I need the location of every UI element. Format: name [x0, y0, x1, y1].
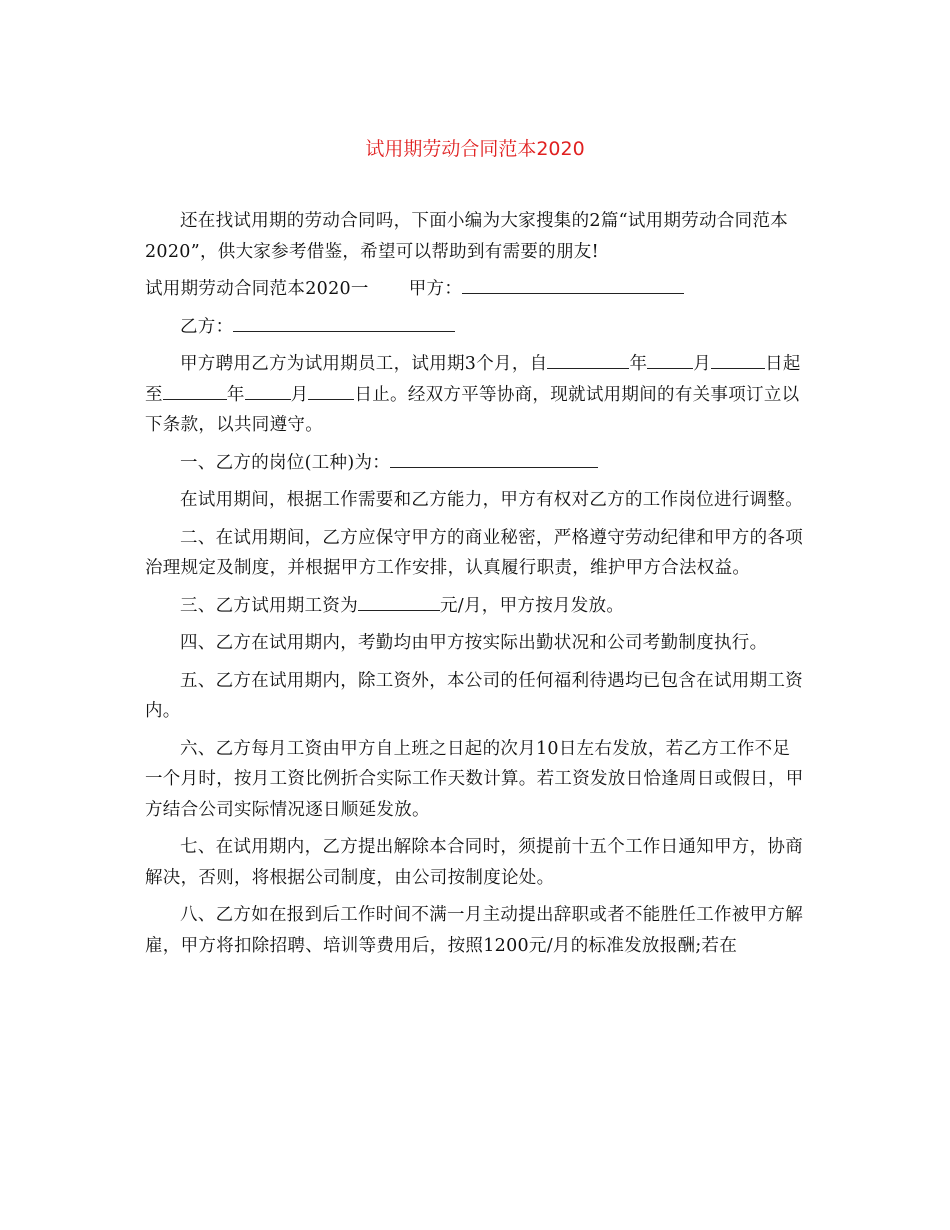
- position-blank: [390, 449, 598, 468]
- start-month-blank: [647, 350, 693, 369]
- clause-7: 七、在试用期内，乙方提出解除本合同时，须提前十五个工作日通知甲方，协商解决，否则，将根据公司制度，由公司按制度论处。: [145, 837, 803, 888]
- year-label-2: 年: [226, 384, 245, 405]
- day-to-text: 日止。经双方平等协商，现就试用期间的有关事项订立以下条款，以共同遵守。: [145, 384, 800, 435]
- clause-2: 二、在试用期间，乙方应保守甲方的商业秘密，严格遵守劳动纪律和甲方的各项治理规定及制度，并根据甲方工作安排，认真履行职责，维护甲方合法权益。: [145, 527, 803, 578]
- clause-1-line: [145, 448, 807, 479]
- day-from-label: 日起至: [145, 354, 801, 405]
- clause-5: 五、乙方在试用期内，除工资外，本公司的任何福利待遇均已包含在试用期工资内。: [145, 670, 803, 721]
- year-label: 年: [629, 354, 648, 374]
- clause-1-label: 一、乙方的岗位(工种)为：: [180, 452, 391, 473]
- probation-paragraph: [145, 349, 807, 441]
- document-body: [145, 206, 807, 968]
- end-day-blank: [308, 381, 354, 400]
- intro-paragraph: 还在找试用期的劳动合同吗，下面小编为大家搜集的2篇“试用期劳动合同范本2020”，供大家参考借鉴，希望可以帮助到有需要的朋友!: [145, 211, 789, 262]
- start-year-blank: [547, 350, 629, 369]
- clause-6: 六、乙方每月工资由甲方自上班之日起的次月10日左右发放，若乙方工作不足一个月时，按月工资比例折合实际工作天数计算。若工资发放日恰逢周日或假日，甲方结合公司实际情况逐日顺延发放。: [145, 738, 804, 820]
- clause-8: 八、乙方如在报到后工作时间不满一月主动提出辞职或者不能胜任工作被甲方解雇，甲方将扣除招聘、培训等费用后，按照1200元/月的标准发放报酬;若在: [145, 905, 803, 956]
- party-a-blank: [462, 275, 684, 294]
- party-a-label: 甲方：: [408, 279, 463, 299]
- party-b-line: [145, 312, 807, 343]
- clause-4: 四、乙方在试用期内，考勤均由甲方按实际出勤状况和公司考勤制度执行。: [180, 633, 768, 653]
- contract-heading-line: [145, 274, 807, 305]
- clause-3-text-1: 三、乙方试用期工资为: [180, 595, 358, 616]
- month-label: 月: [693, 354, 712, 374]
- party-b-label: 乙方：: [180, 316, 234, 337]
- salary-blank: [358, 592, 440, 611]
- end-year-blank: [163, 381, 227, 400]
- start-day-blank: [711, 350, 765, 369]
- clause-1-text: 在试用期间，根据工作需要和乙方能力，甲方有权对乙方的工作岗位进行调整。: [180, 490, 803, 510]
- contract-heading: 试用期劳动合同范本2020一: [145, 279, 369, 299]
- clause-3: [145, 591, 807, 622]
- probation-text-1: 甲方聘用乙方为试用期员工，试用期3个月，自: [180, 354, 548, 374]
- party-b-blank: [233, 313, 455, 332]
- clause-3-text-2: 元/月，甲方按月发放。: [440, 595, 625, 616]
- month-label-2: 月: [290, 384, 309, 405]
- end-month-blank: [245, 381, 291, 400]
- document-title: 试用期劳动合同范本2020: [365, 138, 585, 160]
